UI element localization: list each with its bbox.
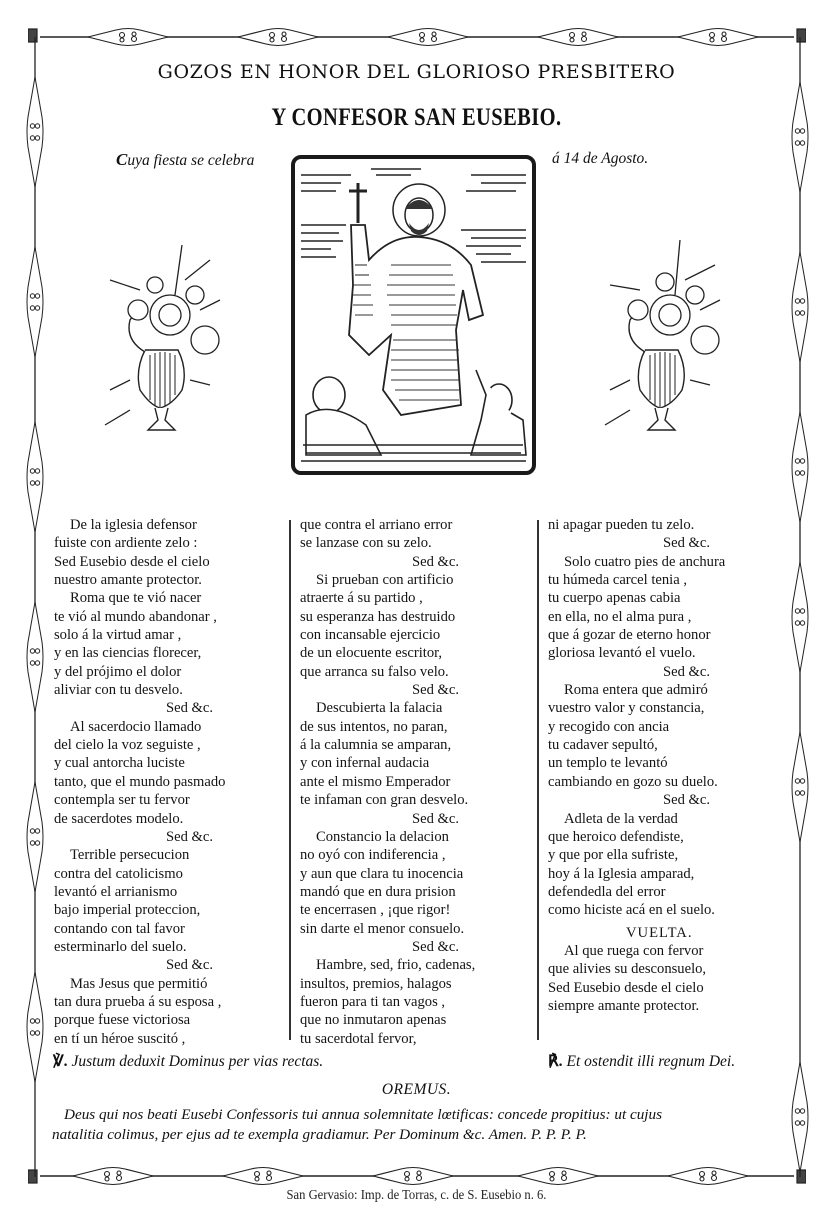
verse-line: Roma entera que admiró xyxy=(564,682,708,699)
verse-line: Constancio la delacion xyxy=(316,828,449,845)
verse-line: sin darte el menor consuelo. xyxy=(300,920,465,937)
verse-line: como hiciste acá en el suelo. xyxy=(548,902,715,919)
verse-line: Al que ruega con fervor xyxy=(564,942,704,959)
prayer-line-2: natalitia colimus, per ejus ad te exempla gradiamur. Per Dominum &c. Amen. P. P. P. P. xyxy=(52,1126,587,1143)
verse-line: contempla ser tu fervor xyxy=(54,792,190,809)
versicle-text: Justum deduxit Dominus per vias rectas. xyxy=(71,1053,324,1070)
verse-line: contra del catolicismo xyxy=(54,865,183,882)
verse-line: bajo imperial proteccion, xyxy=(54,902,201,919)
refrain-line: Sed &c. xyxy=(166,700,214,717)
versicle-symbol: ℣. xyxy=(53,1053,68,1070)
verse-line: defendedla del error xyxy=(548,883,666,900)
title-line-2: Y CONFESOR SAN EUSEBIO. xyxy=(271,104,562,131)
verse-line: siempre amante protector. xyxy=(548,997,700,1014)
verse-line: tu cuerpo apenas cabia xyxy=(548,590,681,607)
verse-line: levantó el arrianismo xyxy=(54,883,178,900)
versicle xyxy=(53,1052,323,1071)
verse-line: con incansable ejercicio xyxy=(300,627,441,644)
column-divider xyxy=(537,520,539,1040)
verse-column-1 xyxy=(54,516,279,1048)
verse-line: se lanzase con su zelo. xyxy=(300,535,432,552)
verse-line: en ella, no el alma pura , xyxy=(548,608,692,625)
verse-line: Sed Eusebio desde el cielo xyxy=(54,553,210,570)
title-line-1: GOZOS EN HONOR DEL GLORIOSO PRESBITERO xyxy=(157,61,676,83)
verse-line: y cual antorcha luciste xyxy=(54,755,185,772)
verse-line: en tí un héroe suscitó , xyxy=(54,1030,186,1047)
verse-line: te infaman con gran desvelo. xyxy=(300,792,469,809)
verse-line: gloriosa levantó el vuelo. xyxy=(548,645,696,662)
verse-line: De la iglesia defensor xyxy=(70,517,197,533)
feast-initial: C xyxy=(116,150,128,169)
verse-line: fueron para ti tan vagos , xyxy=(300,993,446,1010)
verse-line: y que por ella sufriste, xyxy=(548,847,679,864)
response-text: Et ostendit illi regnum Dei. xyxy=(566,1053,736,1070)
verse-line: Al sacerdocio llamado xyxy=(70,718,202,735)
verse-line: Roma que te vió nacer xyxy=(70,590,202,607)
saint-woodcut-image xyxy=(291,155,536,475)
verse-line: ante el mismo Emperador xyxy=(300,773,451,790)
verse-line: á la calumnia se amparan, xyxy=(300,737,452,754)
verse-line: que á gozar de eterno honor xyxy=(548,627,711,644)
verse-column-2 xyxy=(300,516,525,1048)
left-ornamental-border xyxy=(25,37,45,1177)
oremus-heading: OREMUS. xyxy=(381,1081,452,1098)
verse-line: no oyó con indiferencia , xyxy=(300,847,446,864)
verse-line: contando con tal favor xyxy=(54,920,185,937)
verse-line: Terrible persecucion xyxy=(70,847,190,864)
feast-caption-left-text: uya fiesta se celebra xyxy=(127,152,255,169)
refrain-line: Sed &c. xyxy=(663,663,711,680)
refrain-line: Sed &c. xyxy=(412,938,460,955)
verse-line: tanto, que el mundo pasmado xyxy=(54,773,226,790)
verse-line: y recogido con ancia xyxy=(548,718,670,735)
verse-line: de sus intentos, no paran, xyxy=(300,718,448,735)
verse-line: Solo cuatro pies de anchura xyxy=(564,553,726,570)
verse-line: ni apagar pueden tu zelo. xyxy=(548,517,695,533)
verse-line: tu cadaver sepultó, xyxy=(548,737,658,754)
verse-line: y aun que clara tu inocencia xyxy=(300,865,464,882)
verse-line: de un elocuente escritor, xyxy=(300,645,443,662)
prayer-text xyxy=(52,1105,792,1145)
refrain-line: Sed &c. xyxy=(663,792,711,809)
verse-line: y con infernal audacia xyxy=(300,755,430,772)
response xyxy=(548,1052,735,1071)
refrain-line: Sed &c. xyxy=(412,810,460,827)
verse-line: esterminarlo del suelo. xyxy=(54,938,187,955)
refrain-line: Sed &c. xyxy=(412,553,460,570)
verse-line: y del prójimo el dolor xyxy=(54,663,182,680)
right-ornamental-border xyxy=(790,37,810,1177)
verse-line: que arranca su falso velo. xyxy=(300,663,449,680)
refrain-line: Sed &c. xyxy=(166,957,214,974)
flower-vase-right-image xyxy=(600,240,730,440)
verse-line: del cielo la voz seguiste , xyxy=(54,737,201,754)
flower-vase-left-image xyxy=(100,240,230,440)
verse-line: Mas Jesus que permitió xyxy=(70,975,208,992)
verse-line: tu húmeda carcel tenia , xyxy=(548,572,687,589)
column-divider xyxy=(289,520,291,1040)
refrain-line: Sed &c. xyxy=(663,535,711,552)
verse-line: Hambre, sed, frio, cadenas, xyxy=(316,957,476,974)
verse-line: que no inmutaron apenas xyxy=(300,1012,447,1029)
verse-line: solo á la virtud amar , xyxy=(54,627,182,644)
refrain-line: Sed &c. xyxy=(166,828,214,845)
verse-line: nuestro amante protector. xyxy=(54,572,202,589)
verse-line: porque fuese victoriosa xyxy=(54,1012,191,1029)
verse-line: aliviar con tu desvelo. xyxy=(54,682,183,699)
verse-line: te encerrasen , ¡que rigor! xyxy=(300,902,451,919)
feast-caption-left xyxy=(116,150,254,170)
top-ornamental-border xyxy=(28,27,806,47)
verse-line: que heroico defendiste, xyxy=(548,828,684,845)
verse-line: Adleta de la verdad xyxy=(564,810,678,827)
verse-line: y en las ciencias florecer, xyxy=(54,645,202,662)
verse-line: de sacerdotes modelo. xyxy=(54,810,184,827)
printer-imprint: San Gervasio: Imp. de Torras, c. de S. Eusebio n. 6. xyxy=(286,1188,547,1203)
verse-line: Descubierta la falacia xyxy=(316,700,443,717)
bottom-ornamental-border xyxy=(28,1166,806,1186)
verse-line: Si prueban con artificio xyxy=(316,572,454,589)
verse-line: mandó que en dura prision xyxy=(300,883,456,900)
prayer-line-1: Deus qui nos beati Eusebi Confessoris tui annua solemnitate lœtificas: concede propitius: ut cujus xyxy=(64,1106,663,1123)
verse-line: atraerte á su partido , xyxy=(300,590,423,607)
verse-line: que contra el arriano error xyxy=(300,517,453,533)
verse-line: tan dura prueba á su esposa , xyxy=(54,993,222,1010)
vuelta-heading: VUELTA. xyxy=(626,924,693,941)
response-symbol: ℟. xyxy=(548,1053,563,1070)
verse-line: fuiste con ardiente zelo : xyxy=(54,535,198,552)
feast-date: á 14 de Agosto. xyxy=(552,150,649,167)
verse-line: un templo te levantó xyxy=(548,755,668,772)
verse-line: cambiando en gozo su duelo. xyxy=(548,773,718,790)
verse-column-3 xyxy=(548,516,783,1015)
verse-line: vuestro valor y constancia, xyxy=(548,700,705,717)
verse-line: te vió al mundo abandonar , xyxy=(54,608,217,625)
refrain-line: Sed &c. xyxy=(412,682,460,699)
verse-line: hoy á la Iglesia amparad, xyxy=(548,865,695,882)
verse-line: tu sacerdotal fervor, xyxy=(300,1030,417,1047)
verse-line: que alivies su desconsuelo, xyxy=(548,961,707,978)
verse-line: Sed Eusebio desde el cielo xyxy=(548,979,704,996)
verse-line: su esperanza has destruido xyxy=(300,608,456,625)
verse-line: insultos, premios, halagos xyxy=(300,975,452,992)
